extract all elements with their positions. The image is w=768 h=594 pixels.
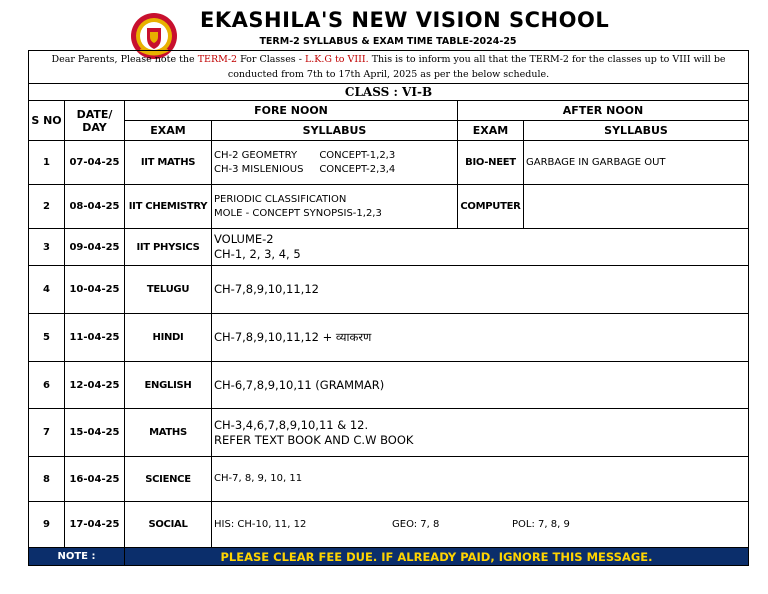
row-syllabus: CH-3,4,6,7,8,9,10,11 & 12. REFER TEXT BOOK AND C.W BOOK [212,409,749,457]
class-row [29,84,749,101]
row-sno: 1 [29,141,65,185]
row-an-syllabus [524,185,749,229]
row-date: 12-04-25 [65,362,125,409]
header-row-1 [29,101,749,121]
row-sno: 8 [29,457,65,502]
fn-syllabus-header: SYLLABUS [212,121,458,141]
row-sno: 5 [29,314,65,362]
fn-exam-header: EXAM [125,121,212,141]
row-syllabus: CH-2 GEOMETRY CONCEPT-1,2,3 CH-3 MISLENIOUS CONCEPT-2,3,4 [212,141,458,185]
table-row [29,141,749,185]
row-sno: 7 [29,409,65,457]
row-syllabus: CH-7,8,9,10,11,12 [212,266,749,314]
footer-row [29,548,749,566]
page-header [0,8,768,52]
notice-row [29,51,749,84]
fore-noon-header: FORE NOON [125,101,458,121]
table-row [29,266,749,314]
table-row [29,229,749,266]
table-row [29,185,749,229]
row-exam: SCIENCE [125,457,212,502]
after-noon-header: AFTER NOON [458,101,749,121]
table-row [29,409,749,457]
row-exam: HINDI [125,314,212,362]
date-header: DATE/ DAY [65,101,125,141]
row-sno: 2 [29,185,65,229]
row-syllabus: CH-7,8,9,10,11,12 + व्याकरण [212,314,749,362]
row-sno: 9 [29,502,65,548]
row-exam: IIT CHEMISTRY [125,185,212,229]
school-name: EKASHILA'S NEW VISION SCHOOL [200,8,610,32]
sno-header: S NO [29,101,65,141]
notice-text: Dear Parents, Please note the TERM-2 For Classes - L.K.G to VIII. This is to inform you all that the TERM-2 for the classes up to VIII will be conducted from 7th to 17th April, 2025 as per the below schedule. [29,51,749,84]
table-row [29,502,749,548]
header-row-2 [29,121,749,141]
row-date: 16-04-25 [65,457,125,502]
table-row [29,457,749,502]
row-date: 10-04-25 [65,266,125,314]
row-syllabus: PERIODIC CLASSIFICATION MOLE - CONCEPT SYNOPSIS-1,2,3 [212,185,458,229]
row-sno: 4 [29,266,65,314]
row-date: 15-04-25 [65,409,125,457]
row-sno: 6 [29,362,65,409]
row-date: 08-04-25 [65,185,125,229]
row-exam: SOCIAL [125,502,212,548]
row-date: 09-04-25 [65,229,125,266]
row-date: 11-04-25 [65,314,125,362]
row-exam: TELUGU [125,266,212,314]
row-syllabus: VOLUME-2 CH-1, 2, 3, 4, 5 [212,229,749,266]
row-exam: MATHS [125,409,212,457]
row-syllabus: HIS: CH-10, 11, 12 GEO: 7, 8 POL: 7, 8, 9 [212,502,749,548]
row-an-exam: BIO-NEET [458,141,524,185]
note-label: NOTE : [29,548,125,566]
timetable [28,50,749,566]
exam-subtitle: TERM-2 SYLLABUS & EXAM TIME TABLE-2024-25 [259,36,517,47]
row-exam: ENGLISH [125,362,212,409]
row-syllabus: CH-6,7,8,9,10,11 (GRAMMAR) [212,362,749,409]
an-syllabus-header: SYLLABUS [524,121,749,141]
row-an-exam: COMPUTER [458,185,524,229]
table-row [29,314,749,362]
class-label: CLASS : VI-B [29,84,749,101]
row-an-syllabus: GARBAGE IN GARBAGE OUT [524,141,749,185]
fee-message: PLEASE CLEAR FEE DUE. IF ALREADY PAID, IGNORE THIS MESSAGE. [125,548,749,566]
row-date: 07-04-25 [65,141,125,185]
an-exam-header: EXAM [458,121,524,141]
row-syllabus: CH-7, 8, 9, 10, 11 [212,457,749,502]
row-date: 17-04-25 [65,502,125,548]
table-row [29,362,749,409]
row-exam: IIT PHYSICS [125,229,212,266]
row-exam: IIT MATHS [125,141,212,185]
row-sno: 3 [29,229,65,266]
